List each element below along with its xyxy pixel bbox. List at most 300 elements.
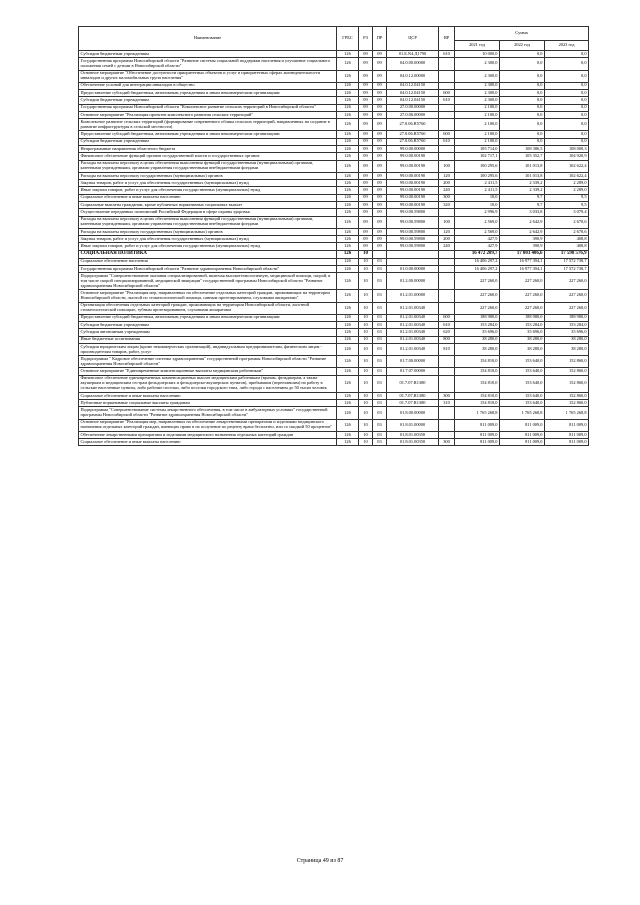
row-sum-2022: 153 640,0 (500, 356, 545, 368)
row-vr: 120 (439, 172, 455, 179)
row-sum-2023: 17 598 576,9 (545, 250, 589, 258)
row-sum-2021: 100 295,6 (455, 172, 500, 179)
row-pr: 09 (373, 160, 387, 172)
row-sum-2022: 38 280,0 (500, 336, 545, 343)
row-csr: 27.0.06.R5760 (387, 131, 439, 138)
row-csr: 99.0.00.00190 (387, 160, 439, 172)
row-sum-2022: 35 696,0 (500, 329, 545, 336)
row-csr: 99.0.00.59800 (387, 243, 439, 250)
table-row (79, 314, 589, 321)
row-rz: 09 (359, 228, 373, 235)
row-rz: 10 (359, 343, 373, 355)
row-grbs: 126 (337, 70, 359, 82)
table-row (79, 243, 589, 250)
row-csr: 99.0.00.00190 (387, 172, 439, 179)
row-vr: 610 (439, 97, 455, 104)
table-row (79, 439, 589, 446)
row-sum-2022: 0,0 (500, 138, 545, 145)
row-pr: 09 (373, 187, 387, 194)
row-sum-2021: 38 280,0 (455, 336, 500, 343)
header-grbs: ГРБС (337, 27, 359, 51)
row-vr (439, 111, 455, 118)
row-sum-2023: 3 079,4 (545, 209, 589, 216)
row-sum-2021: 2 300,0 (455, 58, 500, 70)
row-sum-2023: 9,5 (545, 194, 589, 201)
table-row (79, 58, 589, 70)
row-csr: 01.2.01.00340 (387, 314, 439, 321)
document-page (78, 26, 588, 446)
row-rz: 09 (359, 138, 373, 145)
row-sum-2022: 153 284,0 (500, 322, 545, 329)
row-sum-2021: 427,9 (455, 243, 500, 250)
row-csr: 01.8.01.00350 (387, 439, 439, 446)
row-csr: 01.2.01.00340 (387, 329, 439, 336)
row-csr: 04.0.12.04150 (387, 82, 439, 89)
row-csr: 99.0.00.00190 (387, 187, 439, 194)
row-csr: 99.0.00.00190 (387, 202, 439, 209)
header-year-2022: 2022 год (500, 41, 545, 51)
row-grbs: 126 (337, 243, 359, 250)
row-rz: 09 (359, 111, 373, 118)
row-grbs: 126 (337, 187, 359, 194)
table-row (79, 265, 589, 272)
row-sum-2021: 2 100,0 (455, 131, 500, 138)
row-vr: 610 (439, 138, 455, 145)
row-sum-2023: 0,0 (545, 82, 589, 89)
row-grbs: 126 (337, 290, 359, 302)
row-name: Обеспечение лекарственными препаратами и изделиями медицинского назначения отдельных категорий граждан (79, 431, 337, 438)
row-name: Социальное обеспечение и иные выплаты населению (79, 392, 337, 399)
row-csr: 27.0.06.R5760 (387, 119, 439, 131)
row-csr: 01.8.01.00000 (387, 419, 439, 431)
row-pr: 09 (373, 58, 387, 70)
row-grbs: 126 (337, 250, 359, 258)
row-sum-2021: 102 717,1 (455, 153, 500, 160)
row-sum-2022: 227 260,0 (500, 302, 545, 314)
row-name: Непрограммные направления областного бюджета (79, 146, 337, 153)
row-csr: 01.2.01.00000 (387, 290, 439, 302)
row-rz: 09 (359, 131, 373, 138)
row-vr (439, 209, 455, 216)
row-name: Государственная программа Новосибирской области "Развитие здравоохранения Новосибирской области" (79, 265, 337, 272)
row-vr (439, 146, 455, 153)
row-sum-2022: 108 386,5 (500, 146, 545, 153)
header-pr: ПР (373, 27, 387, 51)
row-sum-2022: 2 642,9 (500, 228, 545, 235)
row-sum-2021: 227 260,0 (455, 290, 500, 302)
row-sum-2022: 0,0 (500, 82, 545, 89)
table-row (79, 400, 589, 407)
row-sum-2022: 153 640,0 (500, 400, 545, 407)
row-pr: 03 (373, 356, 387, 368)
row-name: Предоставление субсидий бюджетным, автономным учреждениям и иным некоммерческим организациям (79, 90, 337, 97)
row-grbs: 126 (337, 368, 359, 375)
row-name: Закупка товаров, работ и услуг для обеспечения государственных (муниципальных) нужд (79, 236, 337, 243)
row-sum-2022: 2 339,2 (500, 180, 545, 187)
table-row (79, 131, 589, 138)
row-sum-2021: 16 406 297,2 (455, 265, 500, 272)
row-sum-2023: 152 860,0 (545, 400, 589, 407)
row-sum-2021: 2 569,0 (455, 216, 500, 228)
row-vr (439, 356, 455, 368)
row-sum-2023: 0,0 (545, 131, 589, 138)
row-grbs: 126 (337, 209, 359, 216)
row-sum-2021: 105 714,0 (455, 146, 500, 153)
row-name: Социальное обеспечение населения (79, 258, 337, 265)
row-sum-2022: 9,7 (500, 202, 545, 209)
table-row (79, 172, 589, 179)
row-sum-2022: 0,0 (500, 51, 545, 58)
row-rz: 10 (359, 329, 373, 336)
row-pr: 03 (373, 400, 387, 407)
row-grbs: 126 (337, 400, 359, 407)
row-pr: 09 (373, 82, 387, 89)
row-pr: 03 (373, 407, 387, 419)
row-sum-2023: 17 572 738,7 (545, 258, 589, 265)
row-sum-2021: 16 406 297,2 (455, 258, 500, 265)
row-sum-2023: 153 284,0 (545, 322, 589, 329)
row-grbs: 126 (337, 194, 359, 201)
row-vr: 200 (439, 180, 455, 187)
row-vr: 320 (439, 202, 455, 209)
row-pr: 03 (373, 314, 387, 321)
row-name: Иные бюджетные ассигнования (79, 336, 337, 343)
row-pr: 09 (373, 119, 387, 131)
row-grbs: 126 (337, 322, 359, 329)
row-sum-2022: 0,0 (500, 90, 545, 97)
row-vr: 600 (439, 314, 455, 321)
row-rz: 09 (359, 209, 373, 216)
row-sum-2023: 0,0 (545, 58, 589, 70)
row-csr: 01.0.00.00000 (387, 265, 439, 272)
row-csr: 01.8.00.00000 (387, 407, 439, 419)
row-sum-2023: 227 260,0 (545, 273, 589, 290)
row-csr: 04.0.12.04150 (387, 90, 439, 97)
row-pr: 03 (373, 273, 387, 290)
row-sum-2023: 1 765 268,8 (545, 407, 589, 419)
row-rz: 09 (359, 194, 373, 201)
row-name: Подпрограмма "Совершенствование системы лекарственного обеспечения, в том числе в амбулаторных условиях" государственной программы Новосибирской области "Развитие здравоохранения Новосибирской области" (79, 407, 337, 419)
row-csr: 99.0.00.00190 (387, 153, 439, 160)
row-sum-2021: 16 472 209,7 (455, 250, 500, 258)
row-sum-2021: 227 260,0 (455, 273, 500, 290)
row-sum-2022: 227 260,0 (500, 273, 545, 290)
row-grbs: 126 (337, 407, 359, 419)
row-sum-2021: 154 810,0 (455, 368, 500, 375)
row-name: Социальные выплаты гражданам, кроме публичных нормативных социальных выплат (79, 202, 337, 209)
row-rz: 10 (359, 356, 373, 368)
row-name: Государственная программа Новосибирской области "Развитие системы социальной поддержки населения и улучшение социального положения семей с детьми в Новосибирской области" (79, 58, 337, 70)
row-sum-2021: 38 280,0 (455, 343, 500, 355)
row-pr: 09 (373, 180, 387, 187)
row-name: Финансовое обеспечение единовременных компенсационных выплат медицинским работникам (врачам, фельдшерам, а также акушеркам и медицинским сестрам фельдшерских и фельдшерско-акушерских пунктов), прибывшим (переехавшим) на работу в сельские населенные пункты, либо рабочие поселки, либо поселки городского типа, либо города с населением до 50 тысяч человек (79, 375, 337, 392)
row-sum-2023: 0,0 (545, 119, 589, 131)
row-grbs: 126 (337, 419, 359, 431)
row-vr: 610 (439, 51, 455, 58)
row-sum-2023: 152 860,0 (545, 368, 589, 375)
row-grbs: 126 (337, 202, 359, 209)
row-sum-2023: 2 670,6 (545, 228, 589, 235)
header-year-2023: 2023 год (545, 41, 589, 51)
row-pr: 09 (373, 97, 387, 104)
row-sum-2021: 154 810,0 (455, 400, 500, 407)
row-rz: 10 (359, 322, 373, 329)
row-rz: 09 (359, 70, 373, 82)
row-sum-2021: 2 100,0 (455, 138, 500, 145)
row-grbs: 126 (337, 131, 359, 138)
row-rz: 09 (359, 119, 373, 131)
row-sum-2023: 38 280,0 (545, 336, 589, 343)
row-rz: 10 (359, 314, 373, 321)
row-csr: 99.0.00.00190 (387, 194, 439, 201)
row-vr (439, 431, 455, 438)
table-row (79, 336, 589, 343)
row-name: Социальное обеспечение и иные выплаты населению (79, 439, 337, 446)
row-csr: 01.2.01.00340 (387, 322, 439, 329)
row-sum-2023: 2 289,0 (545, 187, 589, 194)
row-rz: 09 (359, 187, 373, 194)
row-pr: 03 (373, 375, 387, 392)
row-rz: 09 (359, 51, 373, 58)
row-sum-2022: 2 642,9 (500, 216, 545, 228)
row-pr: 03 (373, 302, 387, 314)
row-pr: 03 (373, 265, 387, 272)
row-grbs: 126 (337, 439, 359, 446)
row-sum-2023: 152 860,0 (545, 392, 589, 399)
row-grbs: 126 (337, 329, 359, 336)
row-sum-2023: 108 000,3 (545, 146, 589, 153)
row-sum-2023: 152 860,0 (545, 375, 589, 392)
row-name: Расходы на выплаты персоналу в целях обеспечения выполнения функций государственными (муниципальными) органами, казенными учреждениями, органами управления государственными внебюджетными фондами (79, 216, 337, 228)
row-name: Государственная программа Новосибирской области "Комплексное развитие сельских территорий в Новосибирской области" (79, 104, 337, 111)
row-grbs: 126 (337, 392, 359, 399)
table-row (79, 329, 589, 336)
row-sum-2021: 154 810,0 (455, 375, 500, 392)
row-sum-2021: 227 260,0 (455, 302, 500, 314)
row-sum-2021: 811 009,0 (455, 419, 500, 431)
row-pr: 09 (373, 236, 387, 243)
row-name: Иные закупки товаров, работ и услуг для обеспечения государственных (муниципальных) нужд (79, 187, 337, 194)
row-rz: 10 (359, 407, 373, 419)
table-row (79, 138, 589, 145)
row-rz: 09 (359, 243, 373, 250)
row-rz: 09 (359, 160, 373, 172)
row-vr: 100 (439, 216, 455, 228)
row-grbs: 126 (337, 160, 359, 172)
table-row (79, 250, 589, 258)
row-grbs: 126 (337, 180, 359, 187)
row-vr (439, 375, 455, 392)
row-csr: 99.0.00.59800 (387, 228, 439, 235)
row-sum-2021: 2 411,5 (455, 180, 500, 187)
row-sum-2023: 35 696,0 (545, 329, 589, 336)
row-sum-2021: 2 569,0 (455, 228, 500, 235)
row-grbs: 126 (337, 97, 359, 104)
row-name: Подпрограмма "Совершенствование оказания специализированной, включая высокотехнологичную, медицинской помощи, скорой, в том числе скорой специализированной, медицинской эвакуации" государственной программы Новосибирской области "Развитие здравоохранения Новосибирской области" (79, 273, 337, 290)
row-sum-2022: 38 280,0 (500, 343, 545, 355)
row-pr: 09 (373, 209, 387, 216)
table-row (79, 302, 589, 314)
row-vr: 800 (439, 336, 455, 343)
row-grbs: 126 (337, 314, 359, 321)
row-csr: 01.2.01.00340 (387, 336, 439, 343)
row-grbs: 126 (337, 82, 359, 89)
row-grbs: 126 (337, 111, 359, 118)
table-row (79, 236, 589, 243)
table-header (79, 27, 589, 51)
row-grbs: 126 (337, 258, 359, 265)
row-vr: 300 (439, 439, 455, 446)
row-name: Иные закупки товаров, работ и услуг для обеспечения государственных (муниципальных) нужд (79, 243, 337, 250)
table-row (79, 180, 589, 187)
row-rz: 10 (359, 258, 373, 265)
table-row (79, 228, 589, 235)
row-sum-2022: 16 977 394,1 (500, 265, 545, 272)
row-vr: 100 (439, 160, 455, 172)
row-rz: 09 (359, 90, 373, 97)
row-grbs: 126 (337, 138, 359, 145)
row-name: Предоставление субсидий бюджетным, автономным учреждениям и иным некоммерческим организациям (79, 314, 337, 321)
row-pr: 03 (373, 368, 387, 375)
row-sum-2021: 2 300,0 (455, 97, 500, 104)
row-sum-2023: 408,8 (545, 243, 589, 250)
row-sum-2022: 105 352,7 (500, 153, 545, 160)
row-sum-2022: 0,0 (500, 119, 545, 131)
row-vr: 310 (439, 400, 455, 407)
row-sum-2021: 2 100,0 (455, 104, 500, 111)
row-sum-2023: 38 280,0 (545, 343, 589, 355)
row-sum-2022: 16 977 394,1 (500, 258, 545, 265)
row-name: Публичные нормативные социальные выплаты гражданам (79, 400, 337, 407)
row-rz: 09 (359, 97, 373, 104)
row-rz: 09 (359, 146, 373, 153)
row-sum-2023: 17 572 738,7 (545, 265, 589, 272)
row-rz: 10 (359, 265, 373, 272)
row-pr: 09 (373, 153, 387, 160)
row-vr: 200 (439, 236, 455, 243)
header-name: Наименование (79, 27, 337, 51)
row-name: Основное мероприятие "Обеспечение доступности приоритетных объектов и услуг в приоритетных сферах жизнедеятельности инвалидов и других маломобильных групп населения" (79, 70, 337, 82)
row-rz: 09 (359, 58, 373, 70)
row-sum-2023: 227 260,0 (545, 302, 589, 314)
row-vr: 610 (439, 322, 455, 329)
table-row (79, 97, 589, 104)
row-name: СОЦИАЛЬНАЯ ПОЛИТИКА (79, 250, 337, 258)
row-sum-2021: 10,0 (455, 194, 500, 201)
row-csr: 04.0.12.04150 (387, 97, 439, 104)
row-rz: 09 (359, 82, 373, 89)
row-sum-2021: 2 100,0 (455, 119, 500, 131)
row-pr: 09 (373, 146, 387, 153)
row-pr: 03 (373, 419, 387, 431)
row-name: Социальное обеспечение и иные выплаты населению (79, 194, 337, 201)
row-sum-2022: 1 765 268,8 (500, 407, 545, 419)
row-name: Предоставление субсидий бюджетным, автономным учреждениям и иным некоммерческим организациям (79, 131, 337, 138)
row-csr: 01.8.01.00350 (387, 431, 439, 438)
row-rz: 10 (359, 273, 373, 290)
row-sum-2022: 101 013,8 (500, 160, 545, 172)
table-row (79, 392, 589, 399)
row-name: Субсидии бюджетным учреждениям (79, 138, 337, 145)
row-sum-2021: 188 980,0 (455, 314, 500, 321)
row-sum-2022: 227 260,0 (500, 290, 545, 302)
row-vr (439, 82, 455, 89)
row-pr: 03 (373, 322, 387, 329)
row-name: Комплексное развитие сельских территорий (формирование современного облика сельских территорий, направленных на создание в развитие инфраструктуры в сельской местности) (79, 119, 337, 131)
row-pr: 09 (373, 90, 387, 97)
row-sum-2022: 153 640,0 (500, 368, 545, 375)
row-vr: 240 (439, 187, 455, 194)
row-sum-2023: 2 289,0 (545, 180, 589, 187)
table-row (79, 258, 589, 265)
row-rz: 09 (359, 202, 373, 209)
row-pr: 03 (373, 290, 387, 302)
row-grbs: 126 (337, 228, 359, 235)
row-rz: 10 (359, 250, 373, 258)
row-sum-2021: 154 810,0 (455, 356, 500, 368)
row-sum-2023: 0,0 (545, 90, 589, 97)
row-csr: 01.7.00.00000 (387, 356, 439, 368)
row-name: Субсидии бюджетным учреждениям (79, 97, 337, 104)
row-sum-2022: 0,0 (500, 111, 545, 118)
table-row (79, 160, 589, 172)
table-body (79, 51, 589, 446)
table-row (79, 431, 589, 438)
row-pr: 09 (373, 228, 387, 235)
row-pr: 09 (373, 172, 387, 179)
row-sum-2022: 0,0 (500, 104, 545, 111)
row-vr (439, 265, 455, 272)
table-row (79, 322, 589, 329)
table-row (79, 146, 589, 153)
row-sum-2023: 0,0 (545, 111, 589, 118)
row-vr: 600 (439, 131, 455, 138)
row-sum-2022: 153 640,0 (500, 375, 545, 392)
row-sum-2023: 0,0 (545, 70, 589, 82)
table-row (79, 407, 589, 419)
table-row (79, 343, 589, 355)
table-row (79, 202, 589, 209)
row-sum-2023: 408,8 (545, 236, 589, 243)
row-sum-2023: 811 009,0 (545, 419, 589, 431)
row-rz: 10 (359, 302, 373, 314)
row-name: Субсидии автономным учреждениям (79, 329, 337, 336)
row-grbs: 126 (337, 51, 359, 58)
row-sum-2022: 0,0 (500, 131, 545, 138)
row-vr: 300 (439, 392, 455, 399)
row-pr: 09 (373, 104, 387, 111)
row-sum-2023: 102 622,4 (545, 160, 589, 172)
row-sum-2023: 104 920,9 (545, 153, 589, 160)
row-csr (387, 258, 439, 265)
row-sum-2023: 2 670,6 (545, 216, 589, 228)
row-sum-2021: 153 284,0 (455, 322, 500, 329)
row-vr (439, 153, 455, 160)
row-name: Основное мероприятие "Единовременные компенсационные выплаты медицинским работникам" (79, 368, 337, 375)
row-pr: 03 (373, 431, 387, 438)
row-pr: 03 (373, 392, 387, 399)
row-name: Основное мероприятие "Реализация мер, направленных на обеспечение отдельных категорий граждан, проживающих на территории Новосибирской области, льготой по стоматологической помощи, санным протезированием, слуховыми аппаратами" (79, 290, 337, 302)
row-csr: 01.Б.N4.Д1790 (387, 51, 439, 58)
row-csr: 01.2.00.00000 (387, 273, 439, 290)
row-rz: 09 (359, 216, 373, 228)
row-sum-2021: 2 100,0 (455, 111, 500, 118)
row-vr (439, 273, 455, 290)
row-vr (439, 407, 455, 419)
row-sum-2021: 2 996,9 (455, 209, 500, 216)
table-row (79, 104, 589, 111)
table-row (79, 375, 589, 392)
